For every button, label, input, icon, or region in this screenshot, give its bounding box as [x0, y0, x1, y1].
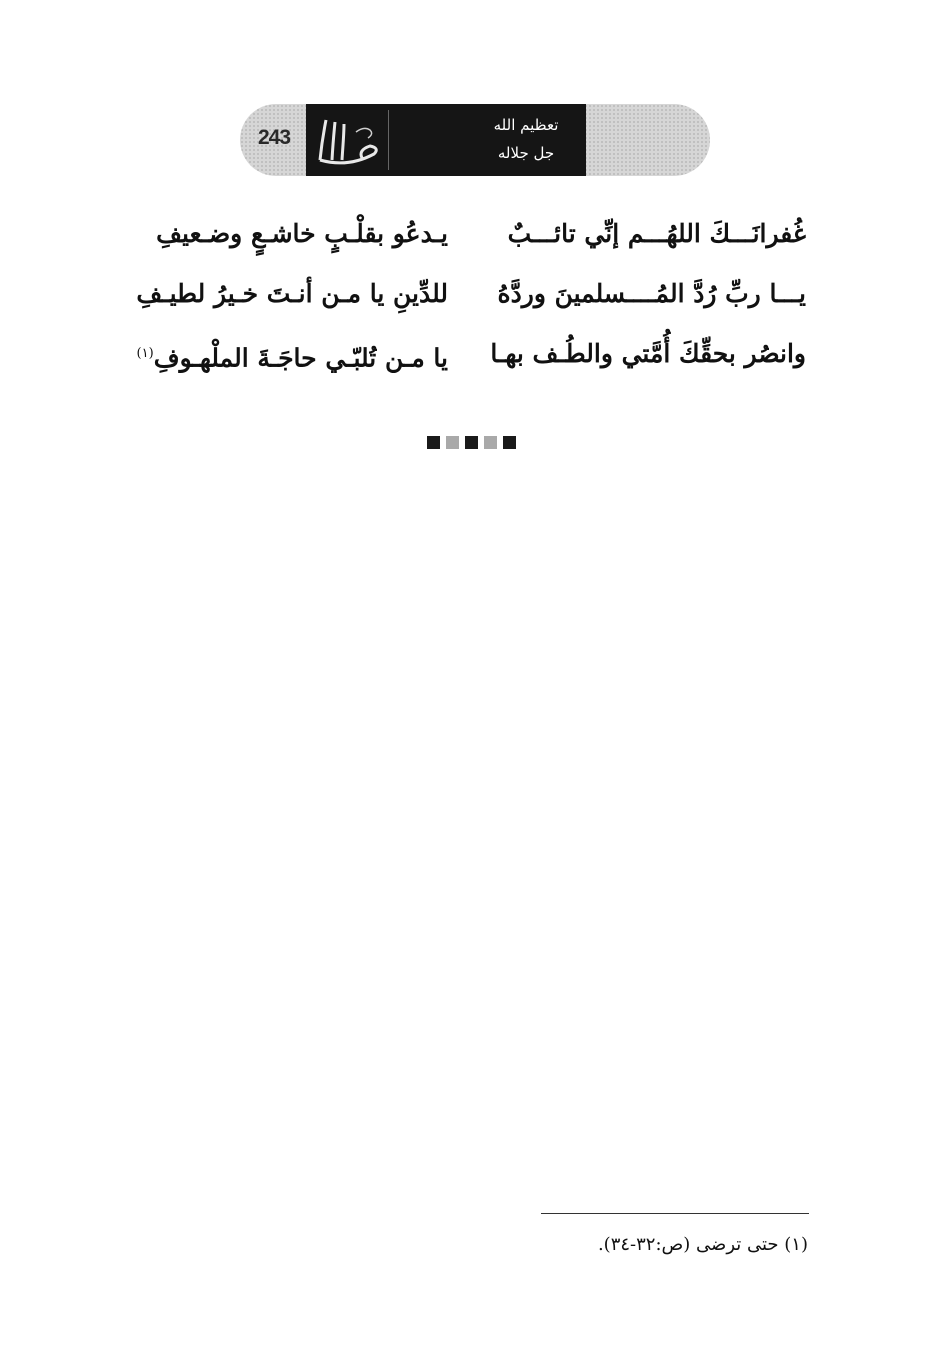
verse-second-hemistich: يـدعُو بقلْـبٍ خاشـعٍ وضـعيفِ	[156, 219, 448, 248]
separator-square	[503, 436, 516, 449]
verse-line	[0, 326, 934, 382]
verse-text: يا مـن تُلبّـي حاجَـةَ الملْهـوفِ	[153, 343, 448, 373]
verse-second-hemistich: للدِّينِ يا مـن أنـتَ خـيرُ لطيـفِ	[136, 279, 448, 308]
page-header	[240, 104, 710, 176]
separator-square	[465, 436, 478, 449]
verse-first-hemistich: غُفرانَـــكَ اللهُـــم إنِّي تائـــبٌ	[507, 219, 806, 248]
footnote-marker[interactable]: (١)	[136, 346, 154, 361]
verse-first-hemistich: وانصُر بحقِّكَ أُمَّتي والطُـف بهـا	[490, 339, 806, 368]
section-separator	[427, 436, 523, 450]
verse-line	[0, 266, 934, 322]
separator-square	[427, 436, 440, 449]
page-number: 243	[258, 126, 291, 149]
footnote: (١) حتى ترضى (ص:٣٢-٣٤).	[597, 1234, 808, 1255]
separator-square	[484, 436, 497, 449]
verse-first-hemistich: يـــا ربِّ رُدَّ المُــــسلمينَ وردَّهُ	[497, 279, 806, 308]
verse-second-hemistich	[138, 326, 448, 386]
separator-square	[446, 436, 459, 449]
verse-line	[0, 206, 934, 262]
calligraphy-emblem-icon	[308, 110, 389, 170]
header-title-line2: جل جلاله	[497, 144, 555, 162]
footnote-divider	[541, 1213, 809, 1214]
header-title-line1: تعظيم الله	[493, 116, 559, 134]
header-title-band	[306, 104, 586, 176]
